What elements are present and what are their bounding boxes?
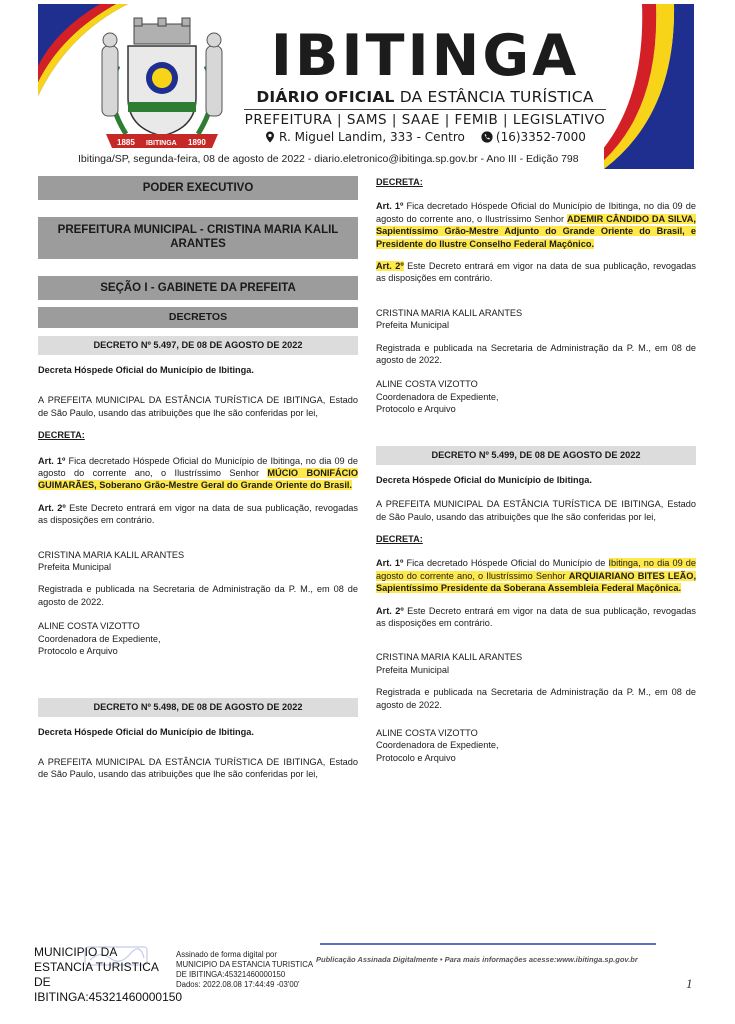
decree-5499-preamble: A PREFEITA MUNICIPAL DA ESTÂNCIA TURÍSTICA DE IBITINGA, Estado de São Paulo, usando das atribuições que lhe são conferidas por lei, (376, 499, 696, 522)
phone: (16)3352-7000 (481, 130, 586, 144)
decree-5499-decreta: DECRETA: (376, 533, 423, 544)
decree-5498-art2: Art. 2º Este Decreto entrará em vigor na data de sua publicação, revogadas as disposições em contrário. (376, 261, 697, 284)
municipal-crest-logo (96, 16, 228, 152)
footer-divider (320, 943, 656, 945)
decree-5497-registered: Registrada e publicada na Secretaria de Administração da P. M., em 08 de agosto de 2022. (38, 584, 358, 607)
crest-year-left: 1885 (117, 138, 135, 147)
newspaper-title: IBITINGA (270, 23, 580, 89)
decree-5497-preamble: A PREFEITA MUNICIPAL DA ESTÂNCIA TURÍSTICA DE IBITINGA, Estado de São Paulo, usando das atribuições que lhe são conferidas por lei, (38, 395, 358, 418)
decree-5497-coordinator: ALINE COSTA VIZOTTO Coordenadora de Expediente, Protocolo e Arquivo (38, 621, 161, 657)
masthead-divider (244, 109, 606, 110)
decree-5499-ementa: Decreta Hóspede Oficial do Município de Ibitinga. (376, 474, 592, 485)
masthead-header (38, 4, 694, 169)
location-pin-icon (264, 131, 276, 143)
decree-5499-registered: Registrada e publicada na Secretaria de Administração da P. M., em 08 de agosto de 2022. (376, 687, 696, 710)
crest-year-right: 1890 (188, 138, 206, 147)
decree-5498-art1: Art. 1º Fica decretado Hóspede Oficial do Município de Ibitinga, no dia 09 de agosto do corrente ano, o Ilustríssimo Senhor ADEMIR CÂNDIDO DA SILVA, Sapientíssimo Grão-Mestre Adjunto do Grande Oriente do Brasil, e Presidente do Ilustre Conselho Federal Maçônico. (376, 201, 696, 249)
contact-line (240, 130, 610, 144)
decree-5498-coordinator: ALINE COSTA VIZOTTO Coordenadora de Expediente, Protocolo e Arquivo (376, 379, 499, 415)
decree-5497-title: DECRETO Nº 5.497, DE 08 DE AGOSTO DE 2022 (38, 336, 358, 355)
decree-5499-coordinator: ALINE COSTA VIZOTTO Coordenadora de Expediente, Protocolo e Arquivo (376, 727, 499, 763)
phone-icon (481, 131, 493, 143)
decree-5497-ementa: Decreta Hóspede Oficial do Município de Ibitinga. (38, 365, 254, 375)
decree-5498-decreta: DECRETA: (376, 177, 423, 187)
decree-5499-art1: Art. 1º Fica decretado Hóspede Oficial do Município de Ibitinga, no dia 09 de agosto do corrente ano, o Ilustríssimo Senhor ARQUIARIANO BITES LEÃO, Sapientíssimo Presidente da Soberana Assembleia Federal Maçônica. (376, 558, 697, 594)
masthead-text (240, 23, 610, 144)
page-number: 1 (686, 976, 693, 991)
dateline: Ibitinga/SP, segunda-feira, 08 de agosto de 2022 - diario.eletronico@ibitinga.sp.gov.br - Ano III - Edição 798 (78, 153, 579, 165)
section-gabinete: SEÇÃO I - GABINETE DA PREFEITA (38, 276, 358, 300)
decree-5497-decreta: DECRETA: (38, 430, 85, 441)
address: R. Miguel Landim, 333 - Centro (264, 130, 465, 144)
section-poder-executivo: PODER EXECUTIVO (38, 176, 358, 200)
decree-5499-title: DECRETO Nº 5.499, DE 08 DE AGOSTO DE 2022 (376, 446, 696, 465)
decree-5499-art2: Art. 2º Este Decreto entrará em vigor na data de sua publicação, revogadas as disposições em contrário. (376, 605, 697, 628)
departments-line: PREFEITURA | SAMS | SAAE | FEMIB | LEGISLATIVO (244, 112, 606, 128)
flag-stripes-right (604, 4, 694, 169)
decree-5498-title: DECRETO Nº 5.498, DE 08 DE AGOSTO DE 2022 (38, 698, 358, 717)
left-column (38, 176, 358, 781)
decree-5498-registered: Registrada e publicada na Secretaria de Administração da P. M., em 08 de agosto de 2022. (376, 342, 696, 366)
digital-signature-details: Assinado de forma digital por MUNICIPIO DA ESTANCIA TURISTICA DE IBITINGA:45321460000150 Dados: 2022.08.08 17:44:49 -03'00' (176, 950, 313, 989)
page-footer (0, 940, 735, 1024)
publication-notice: Publicação Assinada Digitalmente • Para mais informações acesse:www.ibitinga.sp.gov.br (316, 955, 638, 964)
decree-5499-signer: CRISTINA MARIA KALIL ARANTES Prefeita Municipal (376, 652, 523, 675)
decree-5497-art2: Art. 2º Este Decreto entrará em vigor na data de sua publicação, revogadas as disposições em contrário. (38, 502, 359, 526)
decree-5497-signer: CRISTINA MARIA KALIL ARANTES Prefeita Municipal (38, 549, 185, 573)
decree-5497-art1: Art. 1º Fica decretado Hóspede Oficial do Município de Ibitinga, no dia 09 de agosto do corrente ano, o Ilustríssimo Senhor MÚCIO BONIFÁCIO GUIMARÃES, Soberano Grão-Mestre Geral do Grande Oriente do Brasil. (38, 455, 358, 491)
right-column (376, 176, 696, 764)
decree-5498-signer: CRISTINA MARIA KALIL ARANTES Prefeita Municipal (376, 307, 523, 331)
section-decretos: DECRETOS (38, 307, 358, 328)
decree-5498-ementa: Decreta Hóspede Oficial do Município de Ibitinga. (38, 726, 254, 737)
section-prefeitura: PREFEITURA MUNICIPAL - CRISTINA MARIA KALIL ARANTES (38, 217, 358, 259)
digital-signature-owner: MUNICIPIO DA ESTANCIA TURISTICA DE IBITINGA:45321460000150 (34, 945, 183, 1004)
newspaper-subtitle: DIÁRIO OFICIAL DA ESTÂNCIA TURÍSTICA (256, 88, 594, 106)
crest-banner-text: IBITINGA (146, 140, 177, 147)
decree-5498-preamble: A PREFEITA MUNICIPAL DA ESTÂNCIA TURÍSTICA DE IBITINGA, Estado de São Paulo, usando das atribuições que lhe são conferidas por lei, (38, 756, 358, 780)
